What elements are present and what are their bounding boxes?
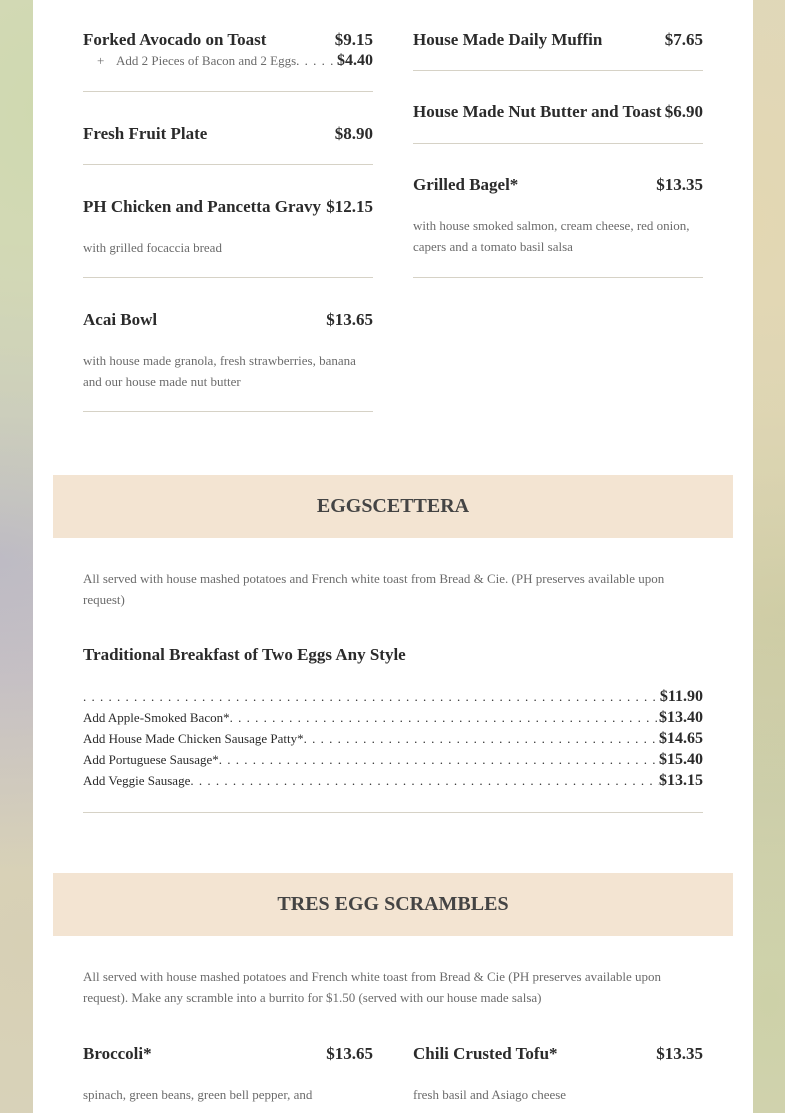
menu-item — [83, 645, 703, 813]
item-name: Grilled Bagel* — [413, 175, 519, 194]
item-description: with house smoked salmon, cream cheese, red onion, capers and a tomato basil salsa — [413, 218, 690, 254]
option-price: $14.65 — [659, 730, 703, 747]
option-row — [83, 707, 703, 728]
item-description: fresh basil and Asiago cheese — [413, 1087, 567, 1102]
item-name: Broccoli* — [83, 1044, 152, 1063]
menu-item — [83, 0, 373, 92]
option-price: $13.40 — [659, 709, 703, 726]
item-name: House Made Nut Butter and Toast — [413, 102, 662, 121]
menu-column-right — [413, 0, 703, 278]
item-name: Traditional Breakfast of Two Eggs Any Style — [83, 645, 406, 664]
menu-item — [83, 165, 373, 278]
dot-leader — [219, 749, 659, 770]
item-price: $12.15 — [326, 197, 373, 216]
menu-item — [413, 1044, 703, 1105]
option-row — [83, 749, 703, 770]
item-description: with house made granola, fresh strawberries, banana and our house made nut butter — [83, 353, 356, 389]
section-note: All served with house mashed potatoes and French white toast from Bread & Cie. (PH preserves available upon request) — [83, 571, 665, 607]
menu-item — [413, 144, 703, 278]
section-note: All served with house mashed potatoes and French white toast from Bread & Cie (PH preserves available upon request). Make any scramble into a burrito for $1.50 (served with our house made salsa) — [83, 969, 661, 1005]
item-name: Acai Bowl — [83, 310, 158, 329]
menu-item — [83, 278, 373, 412]
item-price: $9.15 — [334, 30, 373, 49]
section-header-scrambles: TRES EGG SCRAMBLES — [53, 873, 733, 936]
item-description: spinach, green beans, green bell pepper, and — [83, 1087, 313, 1102]
menu-column-left — [83, 0, 373, 412]
dot-leader — [296, 50, 337, 71]
item-price: $13.65 — [326, 1044, 373, 1063]
item-name: Chili Crusted Tofu* — [413, 1044, 558, 1063]
dot-leader — [190, 770, 659, 791]
addon-label: Add 2 Pieces of Bacon and 2 Eggs — [116, 53, 297, 68]
item-price: $13.35 — [656, 1044, 703, 1063]
item-name: Forked Avocado on Toast — [83, 30, 267, 49]
option-row — [83, 770, 703, 791]
option-label: Add House Made Chicken Sausage Patty* — [83, 731, 304, 746]
menu-item — [83, 92, 373, 165]
item-name: Fresh Fruit Plate — [83, 124, 208, 143]
item-price: $13.35 — [656, 175, 703, 194]
option-label: Add Veggie Sausage — [83, 773, 191, 788]
item-name: PH Chicken and Pancetta Gravy — [83, 197, 321, 216]
option-price: $13.15 — [659, 772, 703, 789]
dot-leader — [230, 707, 659, 728]
item-price: $13.65 — [326, 310, 373, 329]
option-list — [83, 686, 703, 791]
menu-item — [413, 0, 703, 71]
option-row — [83, 728, 703, 749]
option-label: Add Apple-Smoked Bacon* — [83, 710, 230, 725]
option-row — [83, 686, 703, 707]
addon-price: $4.40 — [337, 52, 373, 69]
plus-icon: + — [97, 53, 105, 68]
menu-panel — [33, 0, 753, 1113]
option-price: $11.90 — [659, 688, 703, 705]
dot-leader — [83, 686, 660, 707]
item-price: $6.90 — [664, 102, 703, 121]
menu-item — [413, 71, 703, 144]
item-price: $8.90 — [334, 124, 373, 143]
option-price: $15.40 — [659, 751, 703, 768]
option-label: Add Portuguese Sausage* — [83, 752, 219, 767]
item-price: $7.65 — [664, 30, 703, 49]
section-header-eggscettera: EGGSCETTERA — [53, 475, 733, 538]
addon-row — [83, 50, 373, 71]
item-name: House Made Daily Muffin — [413, 30, 603, 49]
dot-leader — [304, 728, 659, 749]
menu-item — [83, 1044, 373, 1105]
item-description: with grilled focaccia bread — [83, 240, 222, 255]
